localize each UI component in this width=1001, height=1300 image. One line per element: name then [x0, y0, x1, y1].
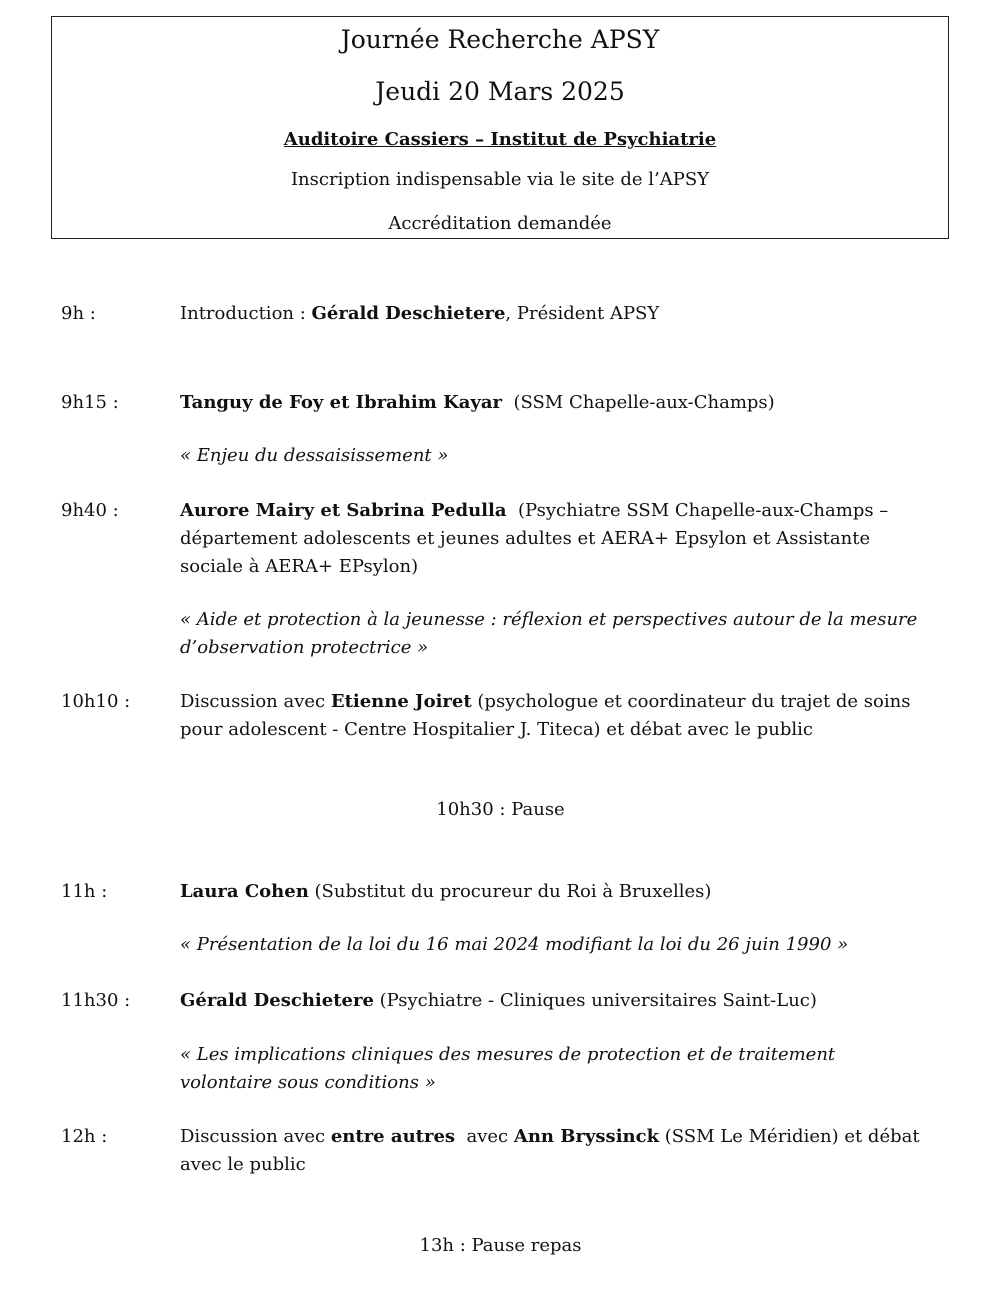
header-box	[51, 16, 949, 239]
talk-title: « Aide et protection à la jeunesse : réflexion et perspectives autour de la mesure d’observation protectrice »	[180, 609, 918, 658]
speaker-affiliation: (SSM Chapelle-aux-Champs)	[502, 392, 775, 413]
session-suffix: , Président APSY	[505, 303, 660, 324]
registration-note: Inscription indispensable via le site de l’APSY	[290, 169, 710, 190]
talk-title: « Présentation de la loi du 16 mai 2024 modifiant la loi du 26 juin 1990 »	[180, 934, 849, 955]
speaker-name: Aurore Mairy et Sabrina Pedulla	[180, 500, 507, 521]
session-suffix: (SSM Le Méridien) et débat avec le public	[180, 1126, 920, 1175]
session-entry	[180, 987, 925, 1015]
event-venue: Auditoire Cassiers – Institut de Psychiatrie	[283, 129, 717, 150]
speaker-name: Gérald Deschietere	[311, 303, 506, 324]
lunch-line: 13h : Pause repas	[419, 1235, 582, 1256]
session-prefix: Introduction :	[180, 303, 312, 324]
emphasis-text: entre autres	[330, 1126, 456, 1147]
accreditation-note: Accréditation demandée	[388, 213, 612, 234]
speaker-name: Laura Cohen	[180, 881, 309, 902]
session-entry	[180, 389, 925, 417]
session-entry	[180, 878, 925, 906]
speaker-name: Tanguy de Foy et Ibrahim Kayar	[180, 392, 502, 413]
session-mid: avec	[455, 1126, 514, 1147]
session-time: 12h :	[61, 1126, 108, 1147]
speaker-name: Gérald Deschietere	[180, 990, 374, 1011]
speaker-affiliation: (Substitut du procureur du Roi à Bruxelles)	[308, 881, 712, 902]
pause-line: 10h30 : Pause	[436, 799, 565, 820]
session-prefix: Discussion avec	[180, 1126, 331, 1147]
session-time: 9h40 :	[61, 500, 119, 521]
session-prefix: Discussion avec	[180, 691, 331, 712]
event-date: Jeudi 20 Mars 2025	[375, 77, 625, 106]
session-entry	[180, 688, 925, 744]
event-title: Journée Recherche APSY	[340, 25, 660, 54]
session-entry	[180, 497, 925, 581]
session-time: 9h :	[61, 303, 96, 324]
session-time: 10h10 :	[61, 691, 131, 712]
session-suffix: (psychologue et coordinateur du trajet de soins pour adolescent - Centre Hospitalier J. Titeca) et débat avec le public	[180, 691, 911, 740]
session-time: 11h30 :	[61, 990, 131, 1011]
speaker-affiliation: (Psychiatre - Cliniques universitaires Saint-Luc)	[373, 990, 817, 1011]
talk-title: « Enjeu du dessaisissement »	[180, 445, 449, 466]
speaker-name: Etienne Joiret	[330, 691, 472, 712]
session-time: 9h15 :	[61, 392, 119, 413]
speaker-name: Ann Bryssinck	[513, 1126, 660, 1147]
session-entry	[180, 1123, 925, 1179]
talk-title: « Les implications cliniques des mesures de protection et de traitement volontaire sous conditions »	[180, 1044, 836, 1093]
session-entry	[180, 300, 925, 328]
speaker-affiliation: (Psychiatre SSM Chapelle-aux-Champs – département adolescents et jeunes adultes et AERA+ Epsylon et Assistante sociale à AERA+ EPsylon)	[180, 500, 895, 577]
session-time: 11h :	[61, 881, 108, 902]
